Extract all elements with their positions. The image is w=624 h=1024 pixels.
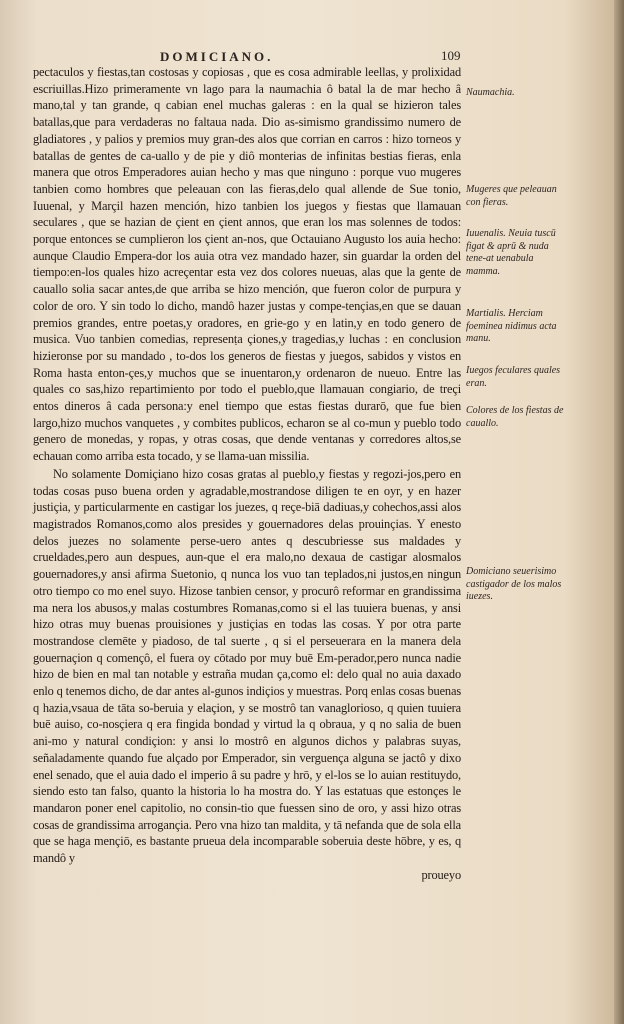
paragraph-justice: No solamente Domiçiano hizo cosas gratas al pueblo,y fiestas y regozi-jos,pero en todas cosas puso buena orden y agradable,mostrandose diligen te en oyr, y en hazer justiçia, y particularmente en castigar los juezes, q reçe-biā dadiuas,y cohechos,assi alos magistrados Romanos,como alos presides y gouernadores delas prouinçias. Y enesto delos juezes no solamente perse-uero antes q descubriesse sus maldades y crueldades,pero aun despues, aun-que el era malo,no dexaua de castigar alosmalos gouernadores,y ansi afirma Suetonio, q nunca los vuo tan teplados,ni justos,en ningun otro tiempo co mo enel suyo. Hizose tanbien censor, y procurô reformar en grandissima ma nera los abusos,y malas costumbres Romanas,como si el las tuuiera buenas, y ansi hizo otras muy buenas prouisiones y justiçias en todas las cosas. Y por otra parte mostrandose clemēte y piadoso, de tal suerte , q si el perseuerara en la manera dela gouernaçion q començô, el fuera oy cōtado por muy buē Em-perador,pero nunca nadie hizo de bien en mal tan notable y estraña mudan ça,como el: delo qual no auia daxado enlo q tenemos dicho, de dar antes al-gunos indiçios y muestras. Porq enlas cosas buenas q hazia,vsaua de tāta so-beruia y elaçion, y se mostrô tan vanaglorioso, q quien tuuiera buē auiso, co-nosçiera q era fingida bondad y virtud la q obraua, y q no salia de buen ani-mo y natural condiçion: y ansi lo mostrô en algunos dichos y palabras suyas, señaladamente quando fue alçado por Emperador, sin verguença alguna se jactô y dixo enel senado, que el auia dado el imperio â su padre y hrō, y el-los se lo auian restituydo, siendo esto tan falso, quanto la historia lo ha mostra do. Y las estatuas que estonçes le mandaron poner enel capitolio, no consin-tio que fuessen sino de oro, y assi hizo otras cosas de grandissima arrogançia. Pero vna hizo tan maldita, y tā nefanda que de sola ella que se haga mençiō, es bastante prueua dela incomparable soberuia deste hōbre, y es, q mandô y — [33, 466, 461, 866]
catchword: proueyo — [421, 867, 461, 882]
page-edge — [614, 0, 624, 1024]
margin-note: Iuegos feculares quales eran. — [466, 365, 561, 389]
margin-note: Naumachia. — [466, 87, 515, 98]
margin-note: Colores de los fiestas de cauallo. — [466, 405, 564, 429]
paragraph-spectacles: pectaculos y fiestas,tan costosas y copiosas , que es cosa admirable leellas, y prolixidad escriuillas.Hizo primeramente vn lago para la naumachia ô batal la de mar hecho â mano,tal y tan grande, q cabian enel muchas galeras : en la qual se hizieron tales batallas,que para verdaderas no faltaua nada. Dio as-simismo grandissimo numero de gladiatores , y palios y premios muy gran-des alos que corrian en carros : hizo torneos y batallas de gentes de ca-uallo y de pie y diô monterias de infinitas bestias fieras, enla manera que otros Emperadores auian hecho y mas que ninguno : porque vuo mugeres tanbien como hombres que peleauan con las fieras,delo qual allende de Sue tonio, Iuuenal, y Marçil hazen mención, hizo tanbien los juegos y fiestas que llamauan seculares , que se hazian de çient en çient annos, que eran los mas solennes de todos: porque entonces se cumplieron los çient an-nos, que Octauiano Augusto los auia hecho: aunque Claudio Empera-dor los auia otra vez mandado hazer, sin guardar la orden del tiempo:en-los quales hizo acreçentar esta vez dos colores nueuas, alas que la gente de cauallo solia sacar antes,de que arriba se hizo mención, que fueron color de purpura y color de oro. Y sin todo lo dicho, mandô hazer justas y compe-tençias,en que se dauan premios grandes, entre poetas,y oradores, en grie-go y en latin,y en todo genero de musica. Vuo tanbien comedias, represenṭa çiones,y tragedias,y luchas : en conclusion hizieronse por su mandado , to-dos los generos de fiestas y juegos, sabidos y vistos en Roma hasta enton-çes,y muchos que se inuentaron,y ordenaron de nueuo. Entre las quales co sas,hizo repartimiento por todo el pueblo,que llamauan congiario, de treçi entos dineros â cada persona:y enel tiempo que estas fiestas durarō, que fue bien largo,hizo muchos vanquetes , y combites publicos, echaron se al co-mun y pueblo todo genero de monedas, y ropas, y otras cosas, que dende ventanas y corredores altos,se echauan como arriba esta tocado, y se llama-uan missilia. — [33, 65, 461, 464]
margin-note: Mugeres que peleauan con fieras. — [466, 184, 557, 208]
margin-note: Domiciano seuerisimo castigador de los malos iuezes. — [466, 566, 562, 602]
page-number: 109 — [441, 48, 461, 63]
margin-note: Martialis. Herciam foeminea nidimus acta manu. — [466, 308, 557, 344]
margin-note: Iuuenalis. Neuia tuscū figat & aprū & nuda tene-at uenabula mamma. — [466, 228, 556, 277]
running-head: DOMICIANO. — [160, 49, 274, 64]
